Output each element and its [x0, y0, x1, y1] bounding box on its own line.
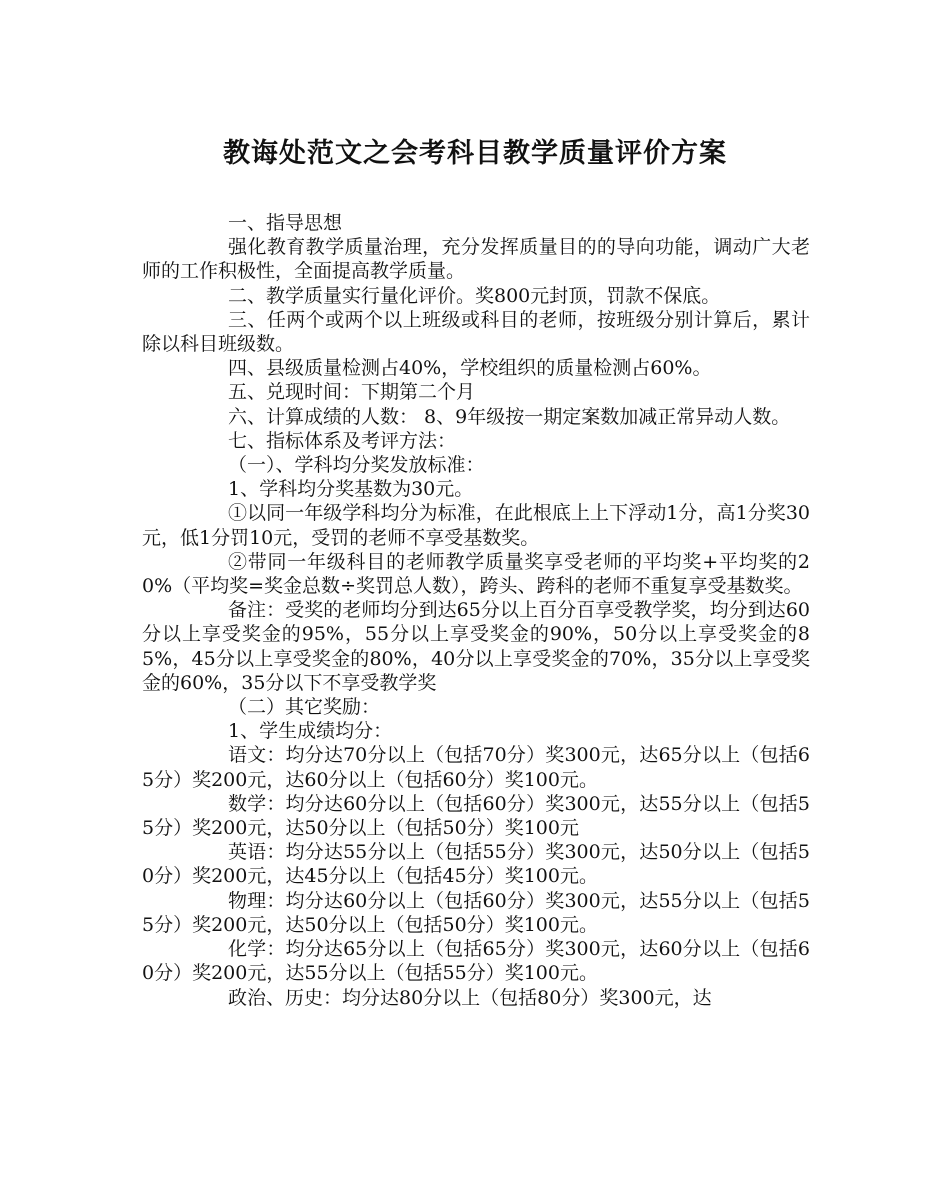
subheading-other-awards: （二）其它奖励： [228, 696, 381, 719]
paragraph-quantitative-evaluation: 二、教学质量实行量化评价。奖800元封顶，罚款不保底。 [228, 284, 721, 307]
paragraph-remarks: 备注：受奖的老师均分到达65分以上百分百享受教学奖，均分到达60分以上享受奖金的95%，55分以上享受奖金的90%，50分以上享受奖金的85%，45分以上享受奖金的80%，40分以上享受奖金的70%，35分以上享受奖金的60%，35分以下不享受教学奖 [142, 599, 810, 694]
paragraph-payout-time: 五、兑现时间：下期第二个月 [228, 381, 476, 404]
paragraph-student-average: 1、学生成绩均分： [228, 720, 393, 743]
paragraph-rule-2: ②带同一年级科目的老师教学质量奖享受老师的平均奖+平均奖的20%（平均奖=奖金总数÷奖罚总人数），跨头、跨科的老师不重复享受基数奖。 [142, 550, 810, 598]
paragraph-rule-1: ①以同一年级学科均分为标准，在此根底上上下浮动1分，高1分奖30元，低1分罚10元，受罚的老师不享受基数奖。 [142, 502, 810, 549]
paragraph-math: 数学：均分达60分以上（包括60分）奖300元，达55分以上（包括55分）奖200元，达50分以上（包括50分）奖100元 [142, 792, 810, 840]
paragraph-student-count: 六、计算成绩的人数： 8、9年级按一期定案数加减正常异动人数。 [228, 405, 791, 428]
paragraph-base-award: 1、学科均分奖基数为30元。 [228, 478, 474, 501]
subheading-average-award-standard: （一）、学科均分奖发放标准： [228, 454, 485, 477]
paragraph-politics-history: 政治、历史：均分达80分以上（包括80分）奖300元，达 [228, 986, 712, 1009]
document-body [142, 211, 810, 1010]
paragraph-chinese: 语文：均分达70分以上（包括70分）奖300元，达65分以上（包括65分）奖200元，达60分以上（包括60分）奖100元。 [142, 744, 810, 791]
paragraph-chemistry: 化学：均分达65分以上（包括65分）奖300元，达60分以上（包括60分）奖200元，达55分以上（包括55分）奖100元。 [142, 938, 810, 985]
paragraph-test-weighting: 四、县级质量检测占40%，学校组织的质量检测占60%。 [228, 357, 712, 380]
paragraph-english: 英语：均分达55分以上（包括55分）奖300元，达50分以上（包括50分）奖200元，达45分以上（包括45分）奖100元。 [142, 841, 810, 888]
paragraph-physics: 物理：均分达60分以上（包括60分）奖300元，达55分以上（包括55分）奖200元，达50分以上（包括50分）奖100元。 [142, 889, 810, 936]
paragraph-multi-class-teachers: 三、任两个或两个以上班级或科目的老师，按班级分别计算后，累计除以科目班级数。 [142, 308, 810, 356]
heading-guiding-ideology: 一、指导思想 [228, 212, 343, 234]
document-title: 教诲处范文之会考科目教学质量评价方案 [223, 138, 727, 169]
heading-indicator-system: 七、指标体系及考评方法： [228, 429, 457, 452]
paragraph-guiding-ideology: 强化教育教学质量治理，充分发挥质量目的的导向功能，调动广大老师的工作积极性，全面提高教学质量。 [142, 236, 810, 283]
